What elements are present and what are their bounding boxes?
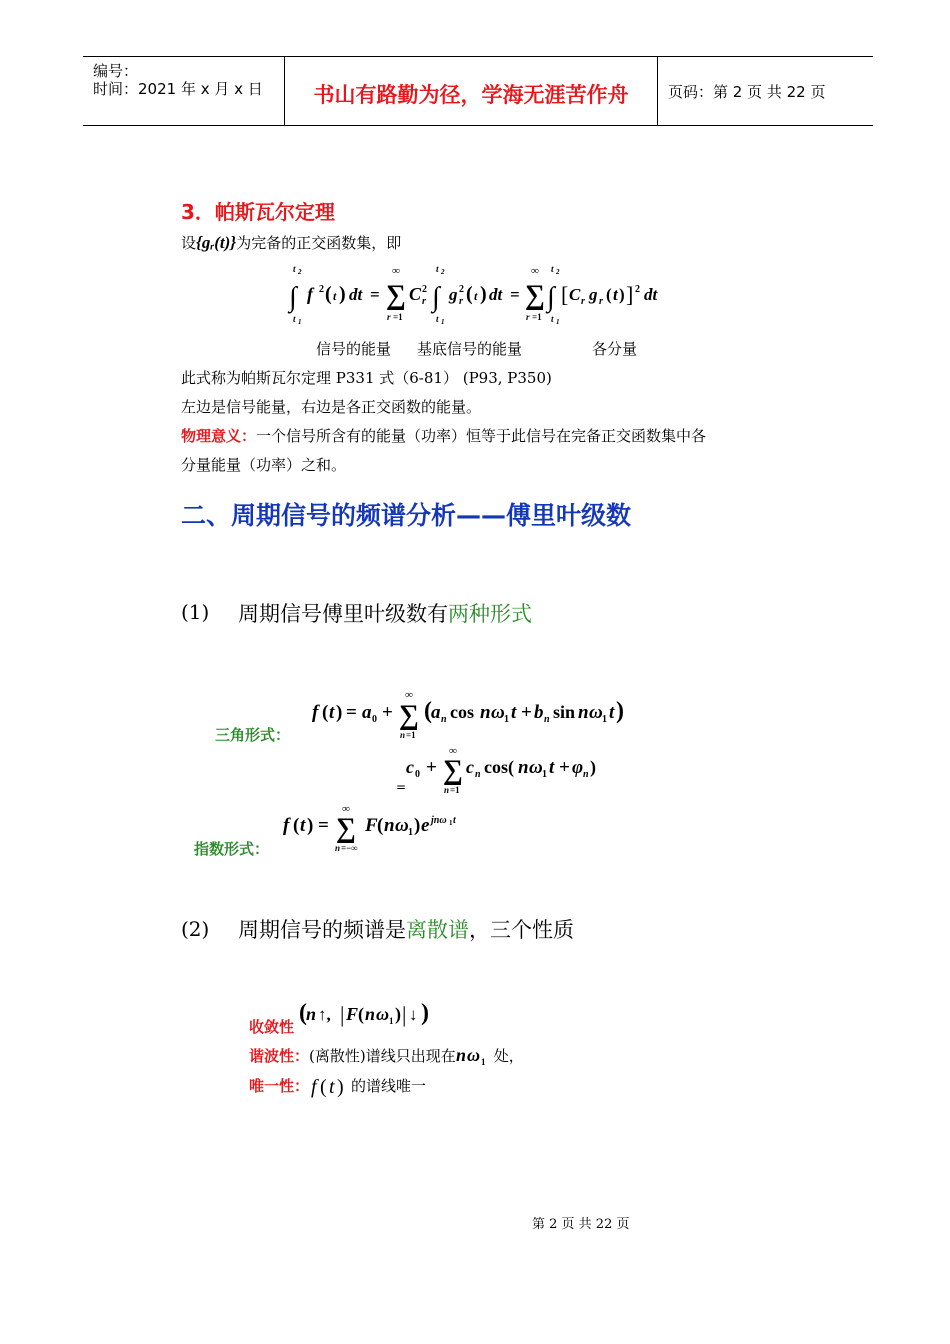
svg-text:|: |	[402, 1002, 407, 1027]
svg-text:ω: ω	[466, 1045, 480, 1065]
page-footer: 第 2 页 共 22 页	[532, 1217, 630, 1232]
svg-text:n: n	[518, 757, 529, 778]
svg-text:t: t	[551, 264, 554, 274]
svg-text:n: n	[583, 769, 589, 780]
trig-equation-1	[310, 688, 640, 740]
svg-text:1: 1	[408, 827, 413, 838]
svg-text:n: n	[384, 815, 395, 836]
svg-text:F: F	[365, 815, 378, 836]
svg-text:dt: dt	[644, 285, 658, 304]
svg-text:1: 1	[602, 714, 607, 725]
motto: 书山有路勤为径，学海无涯苦作舟	[313, 83, 629, 107]
svg-text:f: f	[283, 815, 290, 836]
svg-text:=: =	[370, 285, 380, 304]
svg-text:∞: ∞	[405, 689, 413, 701]
svg-text:+: +	[382, 702, 393, 723]
svg-text:C: C	[569, 285, 581, 304]
label-basis-energy: 基底信号的能量	[417, 340, 523, 358]
svg-text:f: f	[311, 1076, 317, 1098]
svg-text:∫: ∫	[432, 282, 440, 313]
harmonic-text-a: (离散性)谱线只出现在	[309, 1047, 456, 1065]
svg-text:∫: ∫	[547, 282, 555, 313]
svg-text:F: F	[346, 1004, 359, 1024]
svg-text:t: t	[474, 289, 478, 303]
svg-text:2: 2	[441, 268, 445, 276]
svg-text:1: 1	[441, 318, 445, 326]
svg-text:(: (	[358, 1004, 364, 1024]
item1-text: 周期信号傅里叶级数有	[238, 602, 448, 626]
svg-text:1: 1	[480, 1057, 486, 1067]
svg-text:∞: ∞	[342, 803, 350, 815]
svg-text:): )	[339, 283, 346, 305]
item2-number: (2)	[181, 917, 210, 941]
svg-text:t: t	[551, 314, 554, 324]
svg-text:): )	[616, 698, 624, 724]
svg-text:+: +	[559, 757, 570, 778]
header-motto-cell	[285, 57, 658, 125]
svg-text:(: (	[320, 1076, 327, 1098]
item1-line	[238, 598, 532, 628]
item2-highlight: 离散谱	[406, 918, 469, 942]
svg-text:t: t	[329, 1076, 335, 1098]
svg-text:ω: ω	[395, 815, 409, 836]
svg-text:r: r	[387, 312, 391, 322]
svg-text:r: r	[526, 312, 530, 322]
svg-text:2: 2	[319, 284, 324, 295]
svg-text:r: r	[599, 296, 603, 307]
parseval-equation	[285, 262, 685, 326]
svg-text:∑: ∑	[336, 813, 356, 844]
physical-meaning-line	[181, 426, 706, 446]
convergence-label: 收敛性	[249, 1018, 295, 1036]
item2-text-a: 周期信号的频谱是	[238, 918, 406, 942]
trig-form-label: 三角形式：	[215, 726, 291, 744]
svg-text:∞: ∞	[392, 265, 400, 277]
exp-equation	[280, 803, 470, 855]
svg-text:a: a	[431, 702, 441, 723]
item2-text-b: ，三个性质	[469, 918, 574, 942]
svg-text:n: n	[475, 769, 481, 780]
svg-text:t: t	[436, 264, 439, 274]
svg-text:=1: =1	[450, 785, 460, 795]
svg-text:2: 2	[556, 268, 560, 276]
svg-text:): )	[414, 815, 421, 836]
svg-text:(: (	[377, 815, 384, 836]
svg-text:(: (	[466, 283, 473, 305]
time-label: 时间：2021 年 x 月 x 日	[93, 80, 263, 98]
svg-text:sin: sin	[553, 702, 576, 722]
svg-text:t: t	[436, 314, 439, 324]
svg-text:|: |	[340, 1002, 345, 1027]
harmonic-label: 谐波性：	[249, 1047, 310, 1065]
page-info: 页码：第 2 页 共 22 页	[668, 83, 826, 101]
svg-text:ω: ω	[529, 757, 543, 778]
svg-text:(: (	[322, 702, 329, 723]
svg-text:n: n	[365, 1004, 376, 1024]
svg-text:g: g	[449, 285, 458, 304]
svg-text:(: (	[293, 815, 300, 836]
svg-text:cos: cos	[450, 702, 474, 722]
svg-text:+: +	[426, 757, 437, 778]
svg-text:=: =	[346, 702, 357, 723]
uniqueness-label: 唯一性：	[249, 1077, 310, 1095]
item1-number: (1)	[181, 600, 210, 624]
serial-label: 编号：	[93, 62, 139, 80]
svg-text:n: n	[441, 714, 447, 725]
intro-symbol: {gᵣ(t)}	[196, 233, 237, 252]
header-page-cell	[658, 57, 873, 125]
svg-text:cos(: cos(	[484, 757, 514, 777]
svg-text:t: t	[293, 314, 296, 324]
svg-text:): )	[337, 1076, 344, 1098]
label-components: 各分量	[592, 340, 638, 358]
svg-text:=−∞: =−∞	[341, 843, 358, 853]
svg-text:n: n	[335, 843, 341, 853]
svg-text:t: t	[549, 757, 555, 778]
svg-text:e: e	[421, 815, 430, 836]
intro-suffix: 为完备的正交函数集，即	[236, 234, 402, 252]
svg-text:(: (	[424, 698, 432, 724]
svg-text:=: =	[318, 815, 329, 836]
svg-text:n: n	[444, 785, 450, 795]
svg-text:b: b	[534, 702, 544, 723]
svg-text:dt: dt	[489, 285, 503, 304]
svg-text:a: a	[362, 702, 372, 723]
svg-text:n: n	[578, 702, 589, 723]
page-header	[83, 56, 873, 126]
svg-text:=1: =1	[532, 312, 542, 322]
svg-text:): )	[336, 702, 343, 723]
svg-text:C: C	[409, 284, 422, 304]
f-of-t-symbol	[309, 1075, 351, 1103]
svg-text:t: t	[613, 285, 618, 304]
svg-text:↓: ↓	[409, 1005, 418, 1024]
svg-text:=: =	[510, 285, 520, 304]
header-meta-cell	[83, 57, 285, 125]
svg-text:1: 1	[298, 318, 302, 326]
svg-text:∞: ∞	[449, 745, 457, 757]
svg-text:ω: ω	[376, 1004, 390, 1024]
svg-text:1: 1	[449, 819, 453, 827]
svg-text:): )	[619, 285, 625, 304]
svg-text:2: 2	[459, 284, 464, 295]
svg-text:t: t	[511, 702, 517, 723]
svg-text:(: (	[606, 285, 612, 304]
exp-form-label: 指数形式：	[194, 840, 270, 858]
svg-text:]: ]	[626, 282, 634, 307]
svg-text:n: n	[455, 1045, 466, 1065]
svg-text:c: c	[406, 757, 414, 777]
n-omega1-symbol	[456, 1045, 494, 1073]
left-right-line: 左边是信号能量，右边是各正交函数的能量。	[181, 398, 482, 416]
svg-text:∑: ∑	[399, 700, 419, 731]
physical-meaning-label: 物理意义：	[181, 427, 257, 445]
svg-text:): )	[590, 757, 596, 777]
svg-text:0: 0	[372, 714, 377, 725]
svg-text:t: t	[300, 815, 306, 836]
svg-text:f: f	[307, 284, 313, 304]
equals-sign: =	[396, 780, 407, 794]
svg-text:t: t	[609, 702, 615, 723]
svg-text:1: 1	[389, 1016, 394, 1026]
intro-line	[181, 233, 401, 253]
svg-text:n: n	[544, 714, 550, 725]
label-signal-energy: 信号的能量	[316, 340, 392, 358]
trig-equation-2	[400, 745, 610, 797]
svg-text:): )	[395, 1004, 401, 1024]
svg-text:t: t	[293, 264, 296, 274]
svg-text:+: +	[521, 702, 532, 723]
item1-highlight: 两种形式	[448, 602, 532, 626]
svg-text:jnω: jnω	[431, 815, 447, 826]
intro-prefix: 设	[181, 234, 197, 252]
svg-text:n: n	[306, 1004, 317, 1024]
svg-text:↑,: ↑,	[318, 1005, 331, 1024]
svg-text:∑: ∑	[443, 755, 463, 786]
svg-text:t: t	[329, 702, 335, 723]
svg-text:r: r	[581, 296, 585, 307]
svg-text:t: t	[453, 815, 456, 826]
fourier-heading: 二、周期信号的频谱分析——傅里叶级数	[181, 501, 632, 530]
physical-meaning-text: 一个信号所含有的能量（功率）恒等于此信号在完备正交函数集中各	[256, 427, 707, 445]
svg-text:=1: =1	[406, 730, 416, 740]
convergence-formula	[299, 996, 439, 1032]
svg-text:f: f	[312, 702, 319, 723]
uniqueness-text: 的谱线唯一	[351, 1077, 427, 1095]
svg-text:): )	[421, 1000, 429, 1026]
svg-text:(: (	[325, 283, 332, 305]
svg-text:r: r	[459, 296, 463, 307]
svg-text:ω: ω	[491, 702, 505, 723]
svg-text:t: t	[333, 289, 337, 303]
svg-text:r: r	[422, 296, 426, 307]
svg-text:ω: ω	[589, 702, 603, 723]
svg-text:=1: =1	[393, 312, 403, 322]
svg-text:2: 2	[422, 284, 427, 295]
svg-text:1: 1	[556, 318, 560, 326]
svg-text:(: (	[299, 1000, 307, 1026]
svg-text:n: n	[480, 702, 491, 723]
svg-text:1: 1	[542, 769, 547, 780]
item2-line	[238, 914, 574, 944]
svg-text:2: 2	[635, 284, 640, 295]
svg-text:∞: ∞	[531, 265, 539, 277]
svg-text:c: c	[466, 757, 474, 777]
svg-text:): )	[307, 815, 314, 836]
uniqueness-line	[249, 1076, 426, 1096]
svg-text:dt: dt	[349, 285, 363, 304]
svg-text:φ: φ	[572, 757, 584, 778]
svg-text:g: g	[589, 285, 598, 304]
svg-text:n: n	[400, 730, 406, 740]
physical-meaning-cont: 分量能量（功率）之和。	[181, 456, 347, 474]
svg-text:2: 2	[298, 268, 302, 276]
section-title: 3．帕斯瓦尔定理	[181, 200, 335, 224]
svg-text:[: [	[561, 282, 569, 307]
harmonic-text-b: 处，	[493, 1047, 524, 1065]
svg-text:): )	[480, 283, 487, 305]
svg-text:1: 1	[504, 714, 509, 725]
harmonic-line	[249, 1046, 524, 1066]
svg-text:0: 0	[415, 769, 420, 780]
svg-text:∫: ∫	[289, 282, 297, 313]
svg-text:∑: ∑	[525, 280, 545, 311]
svg-text:∑: ∑	[386, 280, 406, 311]
reference-line: 此式称为帕斯瓦尔定理 P331 式（6-81） (P93, P350)	[181, 369, 552, 387]
